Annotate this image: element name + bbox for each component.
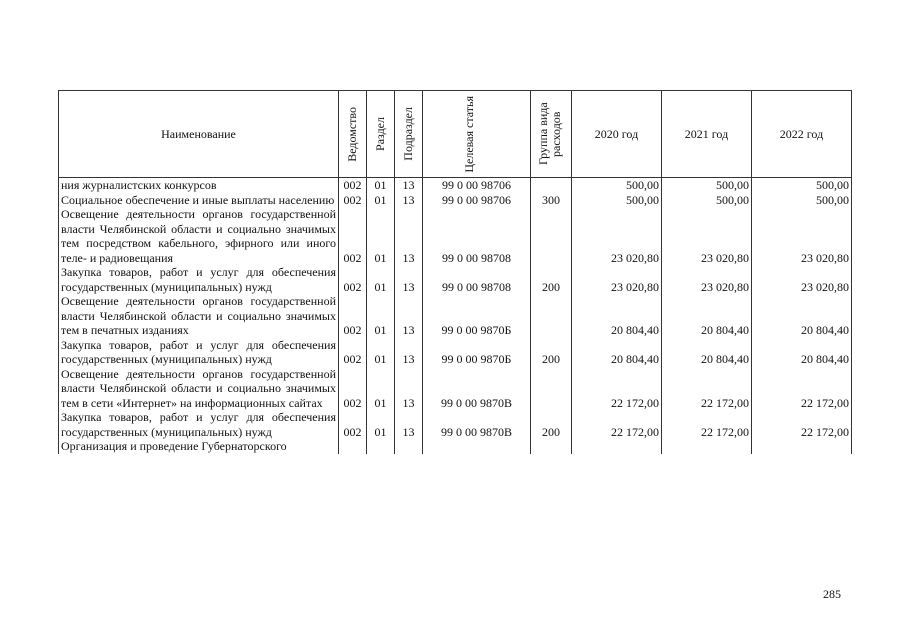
row-2020 bbox=[572, 439, 662, 454]
row-subsection: 13 bbox=[395, 338, 423, 367]
row-2022: 22 172,00 bbox=[752, 367, 852, 411]
table-row bbox=[59, 410, 852, 439]
header-subsection: Подраздел bbox=[395, 91, 423, 178]
row-name: Освещение деятельности органов государственной власти Челябинской области и социально значимых тем в сети «Интернет» на информационных сайтах bbox=[59, 367, 339, 411]
row-group bbox=[531, 439, 572, 454]
row-name: Социальное обеспечение и иные выплаты населению bbox=[59, 193, 339, 208]
table-row bbox=[59, 193, 852, 208]
row-ministry: 002 bbox=[339, 178, 367, 193]
table-row bbox=[59, 439, 852, 454]
row-2020: 20 804,40 bbox=[572, 294, 662, 338]
header-section: Раздел bbox=[367, 91, 395, 178]
row-section: 01 bbox=[367, 410, 395, 439]
row-ministry: 002 bbox=[339, 410, 367, 439]
row-subsection: 13 bbox=[395, 193, 423, 208]
row-2020: 500,00 bbox=[572, 178, 662, 193]
row-name: Закупка товаров, работ и услуг для обеспечения государственных (муниципальных) нужд bbox=[59, 265, 339, 294]
row-target: 99 0 00 98706 bbox=[423, 178, 531, 193]
row-ministry: 002 bbox=[339, 193, 367, 208]
table-row bbox=[59, 294, 852, 338]
header-expense-group: Группа вида расходов bbox=[531, 91, 572, 178]
row-2020: 23 020,80 bbox=[572, 207, 662, 265]
row-section: 01 bbox=[367, 265, 395, 294]
row-name: Освещение деятельности органов государственной власти Челябинской области и социально значимых тем в печатных изданиях bbox=[59, 294, 339, 338]
row-2021: 22 172,00 bbox=[662, 367, 752, 411]
row-2020: 20 804,40 bbox=[572, 338, 662, 367]
page-number: 285 bbox=[823, 587, 841, 601]
row-target: 99 0 00 9870В bbox=[423, 367, 531, 411]
header-ministry: Ведомство bbox=[339, 91, 367, 178]
row-name: Закупка товаров, работ и услуг для обеспечения государственных (муниципальных) нужд bbox=[59, 338, 339, 367]
row-group: 200 bbox=[531, 265, 572, 294]
table-row bbox=[59, 207, 852, 265]
row-name: Организация и проведение Губернаторского bbox=[59, 439, 339, 454]
row-target: 99 0 00 98708 bbox=[423, 207, 531, 265]
row-ministry bbox=[339, 439, 367, 454]
row-2021: 23 020,80 bbox=[662, 265, 752, 294]
row-2021: 500,00 bbox=[662, 178, 752, 193]
table-row bbox=[59, 367, 852, 411]
header-target: Целевая статья bbox=[423, 91, 531, 178]
row-group bbox=[531, 178, 572, 193]
row-subsection bbox=[395, 439, 423, 454]
table-row bbox=[59, 178, 852, 193]
row-target bbox=[423, 439, 531, 454]
row-section: 01 bbox=[367, 294, 395, 338]
row-target: 99 0 00 9870Б bbox=[423, 294, 531, 338]
row-section: 01 bbox=[367, 178, 395, 193]
row-section: 01 bbox=[367, 367, 395, 411]
row-2022: 23 020,80 bbox=[752, 265, 852, 294]
row-group: 200 bbox=[531, 410, 572, 439]
row-2022: 500,00 bbox=[752, 193, 852, 208]
row-2022: 20 804,40 bbox=[752, 338, 852, 367]
table-header-row bbox=[59, 91, 852, 178]
row-ministry: 002 bbox=[339, 338, 367, 367]
row-section: 01 bbox=[367, 207, 395, 265]
row-name: Закупка товаров, работ и услуг для обеспечения государственных (муниципальных) нужд bbox=[59, 410, 339, 439]
table-row bbox=[59, 265, 852, 294]
row-2022: 20 804,40 bbox=[752, 294, 852, 338]
row-2020: 500,00 bbox=[572, 193, 662, 208]
row-subsection: 13 bbox=[395, 294, 423, 338]
row-2020: 22 172,00 bbox=[572, 410, 662, 439]
row-ministry: 002 bbox=[339, 294, 367, 338]
row-group bbox=[531, 207, 572, 265]
table-row bbox=[59, 338, 852, 367]
header-2022: 2022 год bbox=[752, 91, 852, 178]
row-ministry: 002 bbox=[339, 207, 367, 265]
row-target: 99 0 00 98708 bbox=[423, 265, 531, 294]
row-target: 99 0 00 9870Б bbox=[423, 338, 531, 367]
row-subsection: 13 bbox=[395, 207, 423, 265]
row-name: Освещение деятельности органов государственной власти Челябинской области и социально значимых тем посредством кабельного, эфирного или иного теле- и радиовещания bbox=[59, 207, 339, 265]
row-2021: 500,00 bbox=[662, 193, 752, 208]
row-section: 01 bbox=[367, 193, 395, 208]
row-section bbox=[367, 439, 395, 454]
row-2022 bbox=[752, 439, 852, 454]
row-2021 bbox=[662, 439, 752, 454]
row-target: 99 0 00 98706 bbox=[423, 193, 531, 208]
row-name: ния журналистских конкурсов bbox=[59, 178, 339, 193]
row-2022: 22 172,00 bbox=[752, 410, 852, 439]
budget-table bbox=[58, 90, 852, 454]
row-subsection: 13 bbox=[395, 410, 423, 439]
row-2021: 20 804,40 bbox=[662, 294, 752, 338]
row-2020: 23 020,80 bbox=[572, 265, 662, 294]
row-2021: 23 020,80 bbox=[662, 207, 752, 265]
row-section: 01 bbox=[367, 338, 395, 367]
row-2022: 500,00 bbox=[752, 178, 852, 193]
row-group: 300 bbox=[531, 193, 572, 208]
header-2021: 2021 год bbox=[662, 91, 752, 178]
row-group bbox=[531, 367, 572, 411]
row-group bbox=[531, 294, 572, 338]
row-2020: 22 172,00 bbox=[572, 367, 662, 411]
row-subsection: 13 bbox=[395, 265, 423, 294]
row-subsection: 13 bbox=[395, 367, 423, 411]
row-ministry: 002 bbox=[339, 367, 367, 411]
row-target: 99 0 00 9870В bbox=[423, 410, 531, 439]
header-2020: 2020 год bbox=[572, 91, 662, 178]
row-2022: 23 020,80 bbox=[752, 207, 852, 265]
row-2021: 22 172,00 bbox=[662, 410, 752, 439]
row-group: 200 bbox=[531, 338, 572, 367]
header-name: Наименование bbox=[59, 91, 339, 178]
row-ministry: 002 bbox=[339, 265, 367, 294]
row-2021: 20 804,40 bbox=[662, 338, 752, 367]
row-subsection: 13 bbox=[395, 178, 423, 193]
